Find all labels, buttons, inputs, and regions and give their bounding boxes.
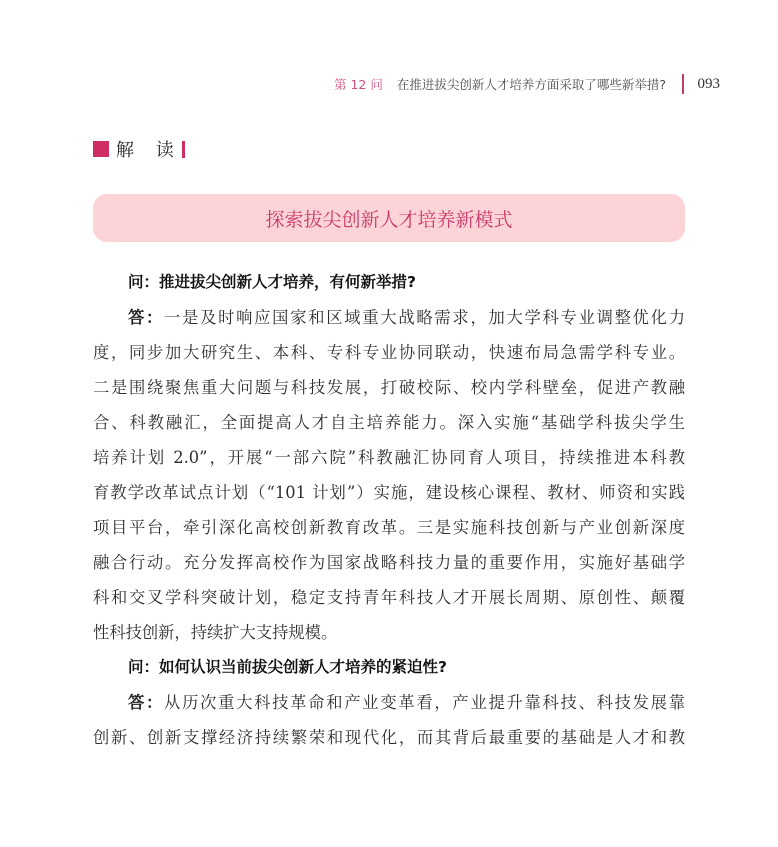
chapter-label: 第 12 问 [334,77,383,92]
header-divider [682,74,684,94]
answer-1-line-1 [93,300,685,335]
answer-1-line-10: 性科技创新，持续扩大支持规模。 [93,623,338,642]
answer-2-line-2: 创新、创新支撑经济持续繁荣和现代化，而其背后最重要的基础是人才和教 [93,728,685,747]
answer-1-line-5: 培养计划 2.0”，开展“一部六院”科教融汇协同育人项目，持续推进本科教 [93,448,685,467]
page-number: 093 [697,75,720,92]
section-heading [93,138,185,160]
question-1: 问：推进拔尖创新人才培养，有何新举措? [128,273,416,291]
topic-banner [93,194,685,242]
section-label: 解 读 [116,140,182,161]
answer-1-line-9: 科和交叉学科突破计划，稳定支持青年科技人才开展长周期、原创性、颠覆 [93,588,685,607]
answer-1-line-2: 度，同步加大研究生、本科、专科专业协同联动，快速布局急需学科专业。 [93,343,685,362]
section-bar-icon [182,141,185,158]
answer-text: 一是及时响应国家和区域重大战略需求，加大学科专业调整优化力 [164,308,685,327]
question-2: 问：如何认识当前拔尖创新人才培养的紧迫性? [128,658,447,676]
answer-label: 答： [128,308,165,327]
answer-1-line-7: 项目平台，牵引深化高校创新教育改革。三是实施科技创新与产业创新深度 [93,518,685,537]
answer-label: 答： [128,693,165,712]
answer-1-line-3: 二是围绕聚焦重大问题与科技发展，打破校际、校内学科壁垒，促进产教融 [93,378,685,397]
answer-1-line-8: 融合行动。充分发挥高校作为国家战略科技力量的重要作用，实施好基础学 [93,553,685,572]
answer-1-line-4: 合、科教融汇，全面提高人才自主培养能力。深入实施“基础学科拔尖学生 [93,413,685,432]
answer-1-line-6: 育教学改革试点计划（“101 计划”）实施，建设核心课程、教材、师资和实践 [93,483,685,502]
chapter-title: 在推进拔尖创新人才培养方面采取了哪些新举措? [396,77,666,92]
section-square-icon [93,141,109,157]
answer-2-line-1 [93,685,685,720]
body-text [93,265,685,755]
running-header [334,74,720,94]
banner-title: 探索拔尖创新人才培养新模式 [265,208,513,231]
answer-text: 从历次重大科技革命和产业变革看，产业提升靠科技、科技发展靠 [164,693,685,712]
